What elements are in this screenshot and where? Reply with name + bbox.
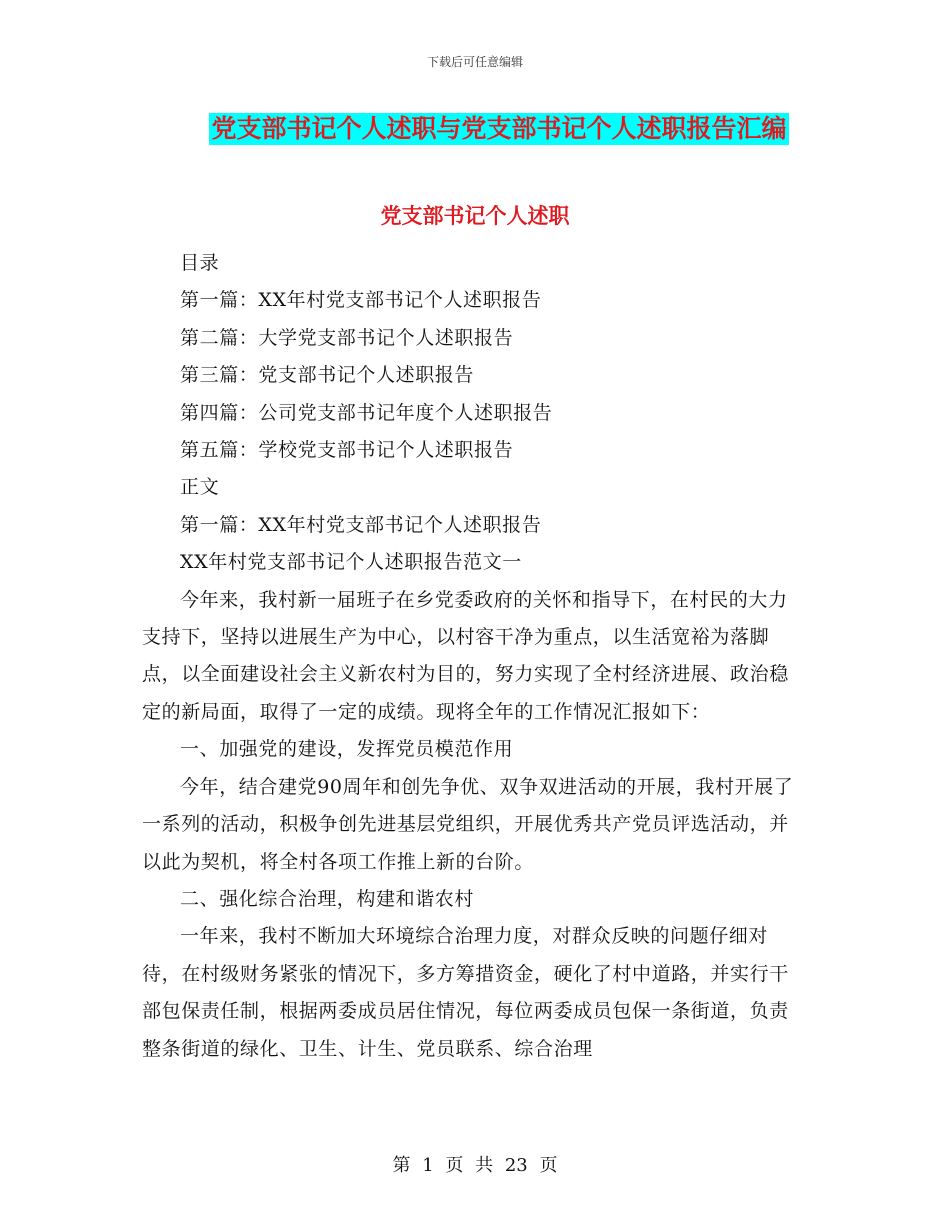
section-heading-1: 一、加强党的建设，发挥党员模范作用 — [180, 738, 514, 761]
paragraph-section-1: 今年，结合建党90周年和创先争优、双争双进活动的开展，我村开展了一系列的活动，积极争创先进基层党组织，开展优秀共产党员评选活动，并以此为契机，将全村各项工作推上新的台阶。 — [142, 775, 794, 873]
chapter-title: 第一篇：XX年村党支部书记个人述职报告 — [180, 513, 542, 536]
toc-item-5: 第五篇：学校党支部书记个人述职报告 — [180, 439, 514, 462]
body-heading: 正文 — [180, 476, 220, 499]
toc-item-1: 第一篇：XX年村党支部书记个人述职报告 — [180, 289, 542, 312]
toc-item-2: 第二篇：大学党支部书记个人述职报告 — [180, 326, 514, 349]
section-heading-2: 二、强化综合治理，构建和谐农村 — [180, 887, 475, 910]
paragraph-section-2: 一年来，我村不断加大环境综合治理力度，对群众反映的问题仔细对待，在村级财务紧张的情况下，多方筹措资金，硬化了村中道路，并实行干部包保责任制，根据两委成员居住情况，每位两委成员包保一条街道，负责整条街道的绿化、卫生、计生、党员联系、综合治理 — [142, 925, 789, 1060]
paragraph-intro: 今年来，我村新一届班子在乡党委政府的关怀和指导下，在村民的大力支持下，坚持以进展生产为中心，以村容干净为重点，以生活宽裕为落脚点，以全面建设社会主义新农村为目的，努力实现了全村经济进展、政治稳定的新局面，取得了一定的成绩。现将全年的工作情况汇报如下： — [142, 588, 789, 723]
main-title-container — [0, 113, 950, 145]
sub-title: 党支部书记个人述职 — [380, 203, 570, 228]
toc-item-4: 第四篇：公司党支部书记年度个人述职报告 — [180, 401, 553, 424]
document-body — [142, 245, 807, 1068]
header-note: 下载后可任意编辑 — [426, 55, 523, 69]
chapter-subtitle: XX年村党支部书记个人述职报告范文一 — [180, 551, 522, 574]
main-title: 党支部书记个人述职与党支部书记个人述职报告汇编 — [211, 114, 787, 143]
toc-item-3: 第三篇：党支部书记个人述职报告 — [180, 364, 475, 387]
toc-heading: 目录 — [180, 252, 220, 274]
page-footer: 第 1 页 共 23 页 — [392, 1155, 558, 1176]
